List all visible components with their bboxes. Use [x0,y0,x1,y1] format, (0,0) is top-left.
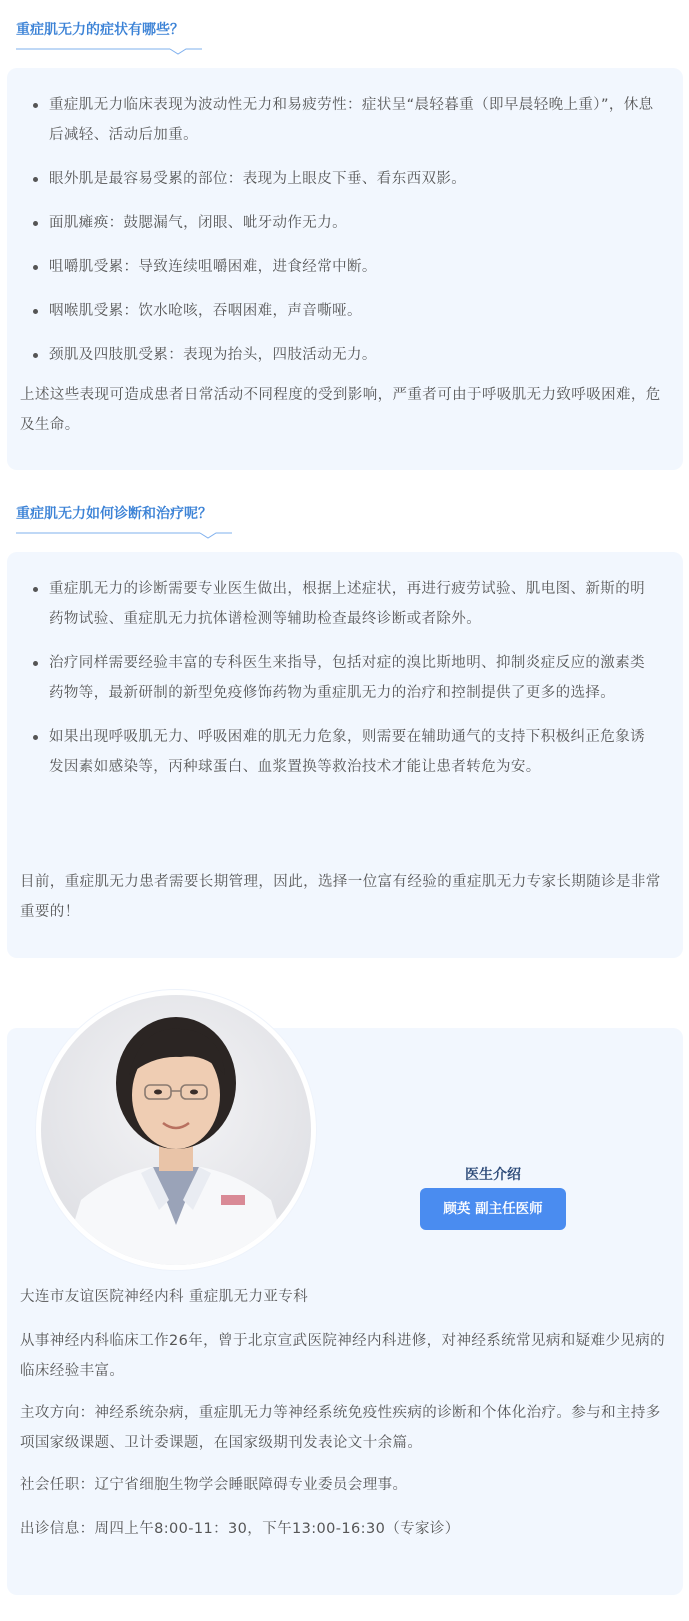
list-item: 重症肌无力临床表现为波动性无力和易疲劳性：症状呈“晨轻暮重（即早晨轻晚上重）”，休息后减轻、活动后加重。 [49,90,654,150]
list-item: 面肌瘫痪：鼓腮漏气，闭眼、呲牙动作无力。 [49,208,654,238]
list-item: 咀嚼肌受累：导致连续咀嚼困难，进食经常中断。 [49,252,654,282]
doctor-experience: 从事神经内科临床工作26年，曾于北京宣武医院神经内科进修，对神经系统常见病和疑难少见病的临床经验丰富。 [20,1333,666,1379]
doctor-social-role: 社会任职：辽宁省细胞生物学会睡眠障碍专业委员会理事。 [20,1477,408,1493]
list-item: 如果出现呼吸肌无力、呼吸困难的肌无力危象，则需要在辅助通气的支持下积极纠正危象诱发因素如感染等，丙种球蛋白、血浆置换等救治技术才能让患者转危为安。 [49,722,654,782]
diagnosis-list [49,574,654,782]
list-item: 颈肌及四肢肌受累：表现为抬头，四肢活动无力。 [49,340,654,370]
list-item: 治疗同样需要经验丰富的专科医生来指导，包括对症的溴比斯地明、抑制炎症反应的激素类药物等，最新研制的新型免疫修饰药物为重症肌无力的治疗和控制提供了更多的选择。 [49,648,654,708]
doctor-schedule: 出诊信息：周四上午8:00-11：30，下午13:00-16:30（专家诊） [20,1521,460,1537]
list-item: 重症肌无力的诊断需要专业医生做出，根据上述症状，再进行疲劳试验、肌电图、新斯的明药物试验、重症肌无力抗体谱检测等辅助检查最终诊断或者除外。 [49,574,654,634]
diagnosis-summary: 目前，重症肌无力患者需要长期管理，因此，选择一位富有经验的重症肌无力专家长期随诊是非常重要的！ [20,874,661,920]
title-underline-decoration [16,44,202,56]
symptoms-list [49,90,654,370]
section-title-diagnosis: 重症肌无力如何诊断和治疗呢？ [16,506,212,522]
doctor-portrait [36,990,316,1270]
doctor-department: 大连市友谊医院神经内科 重症肌无力亚专科 [20,1289,309,1305]
list-item: 眼外肌是最容易受累的部位：表现为上眼皮下垂、看东西双影。 [49,164,654,194]
section-title-symptoms: 重症肌无力的症状有哪些？ [16,22,184,38]
doctor-name-badge: 顾英 副主任医师 [420,1188,566,1230]
symptoms-summary: 上述这些表现可造成患者日常活动不同程度的受到影响，严重者可由于呼吸肌无力致呼吸困难，危及生命。 [20,387,661,433]
doctor-photo-image [41,995,311,1265]
doctor-specialty: 主攻方向：神经系统杂病，重症肌无力等神经系统免疫性疾病的诊断和个体化治疗。参与和主持多项国家级课题、卫计委课题，在国家级期刊发表论文十余篇。 [20,1405,661,1451]
list-item: 咽喉肌受累：饮水呛咳，吞咽困难，声音嘶哑。 [49,296,654,326]
title-underline-decoration [16,528,232,540]
diagnosis-card [7,552,683,958]
doctor-intro-label: 医生介绍 [465,1167,521,1183]
symptoms-card [7,68,683,470]
